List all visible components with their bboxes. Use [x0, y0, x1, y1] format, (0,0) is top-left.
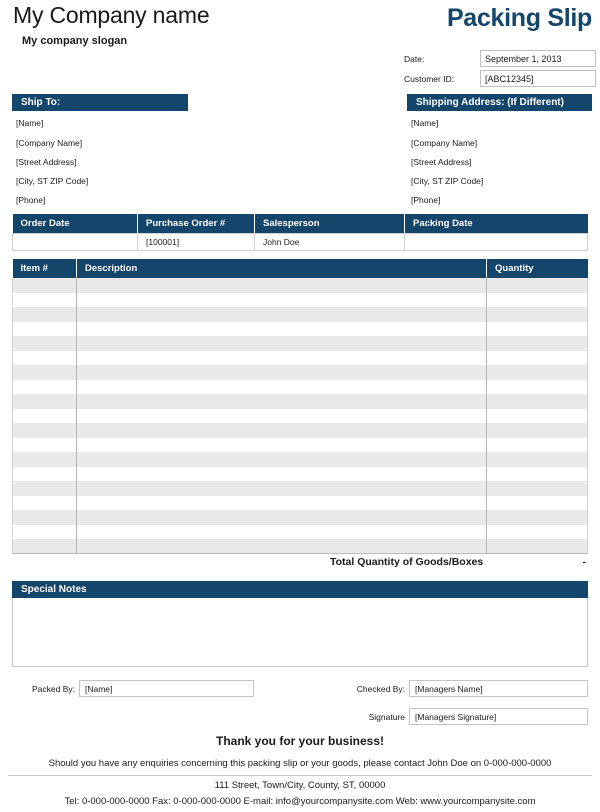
items-cell[interactable] — [77, 322, 487, 337]
items-cell[interactable] — [77, 467, 487, 482]
table-row — [13, 307, 588, 322]
items-cell[interactable] — [13, 322, 77, 337]
items-cell[interactable] — [77, 510, 487, 525]
signature-label: Signature — [368, 712, 405, 722]
items-cell[interactable] — [487, 409, 588, 424]
items-cell[interactable] — [487, 539, 588, 554]
ship-to-line-3: [Street Address] — [16, 157, 77, 167]
items-cell[interactable] — [13, 496, 77, 511]
table-row — [13, 481, 588, 496]
items-cell[interactable] — [77, 394, 487, 409]
items-cell[interactable] — [13, 278, 77, 293]
table-row — [13, 380, 588, 395]
items-col-item-number: Item # — [13, 259, 77, 278]
items-cell[interactable] — [77, 525, 487, 540]
items-col-quantity: Quantity — [487, 259, 588, 278]
items-cell[interactable] — [13, 467, 77, 482]
order-cell-order-date[interactable] — [13, 234, 138, 251]
items-cell[interactable] — [487, 452, 588, 467]
items-cell[interactable] — [13, 525, 77, 540]
footer-contact: Tel: 0-000-000-0000 Fax: 0-000-000-0000 E-mail: info@yourcompanysite.com Web: www.yourcompanysite.com — [64, 796, 536, 807]
order-table-header-row — [13, 214, 588, 234]
footer-address: 111 Street, Town/City, County, ST, 00000 — [214, 780, 386, 791]
items-cell[interactable] — [77, 496, 487, 511]
checked-by-field[interactable]: [Managers Name] — [409, 680, 588, 697]
order-cell-purchase-order[interactable]: [100001] — [138, 234, 255, 251]
ship-to-heading: Ship To: — [12, 94, 188, 111]
line-items-table — [12, 259, 588, 554]
table-row — [13, 467, 588, 482]
items-cell[interactable] — [487, 278, 588, 293]
items-cell[interactable] — [487, 322, 588, 337]
items-cell[interactable] — [13, 380, 77, 395]
order-cell-salesperson[interactable]: John Doe — [255, 234, 405, 251]
items-cell[interactable] — [77, 307, 487, 322]
ship-to-line-2: [Company Name] — [16, 138, 83, 148]
table-row — [13, 496, 588, 511]
ship-to-line-4: [City, ST ZIP Code] — [16, 176, 89, 186]
customer-id-field[interactable]: [ABC12345] — [480, 70, 596, 87]
items-cell[interactable] — [77, 438, 487, 453]
table-row — [13, 539, 588, 554]
table-row — [13, 336, 588, 351]
packed-by-label: Packed By: — [32, 684, 75, 694]
order-table-row — [13, 234, 588, 251]
items-cell[interactable] — [487, 307, 588, 322]
items-cell[interactable] — [487, 438, 588, 453]
items-cell[interactable] — [77, 452, 487, 467]
document-meta — [404, 50, 596, 90]
items-cell[interactable] — [13, 293, 77, 308]
items-cell[interactable] — [13, 481, 77, 496]
items-cell[interactable] — [487, 481, 588, 496]
items-cell[interactable] — [487, 365, 588, 380]
shipping-address-line-4: [City, ST ZIP Code] — [411, 176, 484, 186]
items-cell[interactable] — [77, 351, 487, 366]
items-cell[interactable] — [487, 423, 588, 438]
special-notes-heading: Special Notes — [12, 581, 588, 598]
table-row — [13, 438, 588, 453]
signature-field[interactable]: [Managers Signature] — [409, 708, 588, 725]
items-cell[interactable] — [13, 336, 77, 351]
items-cell[interactable] — [77, 365, 487, 380]
shipping-address-heading: Shipping Address: (If Different) — [407, 94, 592, 111]
date-row — [404, 50, 596, 67]
table-row — [13, 525, 588, 540]
enquiry-message: Should you have any enquiries concerning this packing slip or your goods, please contact John Doe on 0-000-000-0000 — [48, 758, 552, 769]
items-cell[interactable] — [487, 351, 588, 366]
items-cell[interactable] — [487, 293, 588, 308]
items-cell[interactable] — [77, 481, 487, 496]
items-cell[interactable] — [487, 525, 588, 540]
items-cell[interactable] — [77, 293, 487, 308]
shipping-address-line-2: [Company Name] — [411, 138, 478, 148]
table-row — [13, 322, 588, 337]
items-cell[interactable] — [13, 351, 77, 366]
table-row — [13, 423, 588, 438]
table-row — [13, 394, 588, 409]
items-cell[interactable] — [487, 496, 588, 511]
document-title: Packing Slip — [446, 4, 592, 32]
packed-by-field[interactable]: [Name] — [79, 680, 254, 697]
items-cell[interactable] — [13, 307, 77, 322]
items-cell[interactable] — [487, 510, 588, 525]
items-cell[interactable] — [13, 510, 77, 525]
items-cell[interactable] — [77, 423, 487, 438]
items-table-header-row — [13, 259, 588, 278]
company-slogan: My company slogan — [22, 35, 128, 47]
items-cell[interactable] — [13, 438, 77, 453]
items-cell[interactable] — [13, 539, 77, 554]
items-cell[interactable] — [13, 365, 77, 380]
items-cell[interactable] — [13, 409, 77, 424]
order-details-table — [12, 214, 588, 251]
table-row — [13, 293, 588, 308]
table-row — [13, 510, 588, 525]
items-cell[interactable] — [77, 278, 487, 293]
customer-id-label: Customer ID: — [404, 73, 455, 84]
date-field[interactable]: September 1, 2013 — [480, 50, 596, 67]
table-row — [13, 409, 588, 424]
order-col-order-date: Order Date — [13, 214, 138, 234]
order-col-purchase-order: Purchase Order # — [138, 214, 255, 234]
items-cell[interactable] — [77, 409, 487, 424]
footer-divider — [8, 775, 592, 776]
items-cell[interactable] — [13, 394, 77, 409]
items-cell[interactable] — [77, 380, 487, 395]
order-col-packing-date: Packing Date — [405, 214, 588, 234]
ship-to-line-5: [Phone] — [16, 195, 46, 205]
items-cell[interactable] — [487, 467, 588, 482]
order-cell-packing-date[interactable] — [405, 234, 588, 251]
customer-id-row — [404, 70, 596, 87]
items-cell[interactable] — [487, 380, 588, 395]
items-col-description: Description — [77, 259, 487, 278]
date-label: Date: — [404, 53, 425, 64]
items-cell[interactable] — [13, 423, 77, 438]
items-cell[interactable] — [77, 539, 487, 554]
shipping-address-line-1: [Name] — [411, 118, 439, 128]
table-row — [13, 365, 588, 380]
shipping-address-line-5: [Phone] — [411, 195, 441, 205]
ship-to-line-1: [Name] — [16, 118, 44, 128]
order-col-salesperson: Salesperson — [255, 214, 405, 234]
items-cell[interactable] — [13, 452, 77, 467]
checked-by-label: Checked By: — [356, 684, 405, 694]
items-table-body — [13, 278, 588, 554]
items-cell[interactable] — [77, 336, 487, 351]
items-cell[interactable] — [487, 336, 588, 351]
items-cell[interactable] — [487, 394, 588, 409]
table-row — [13, 452, 588, 467]
company-name: My Company name — [13, 2, 210, 28]
special-notes-field[interactable] — [12, 598, 588, 667]
total-quantity-value: - — [582, 556, 586, 568]
table-row — [13, 278, 588, 293]
total-quantity-label: Total Quantity of Goods/Boxes — [330, 556, 484, 568]
table-row — [13, 351, 588, 366]
thank-you-message: Thank you for your business! — [215, 734, 385, 748]
shipping-address-line-3: [Street Address] — [411, 157, 472, 167]
